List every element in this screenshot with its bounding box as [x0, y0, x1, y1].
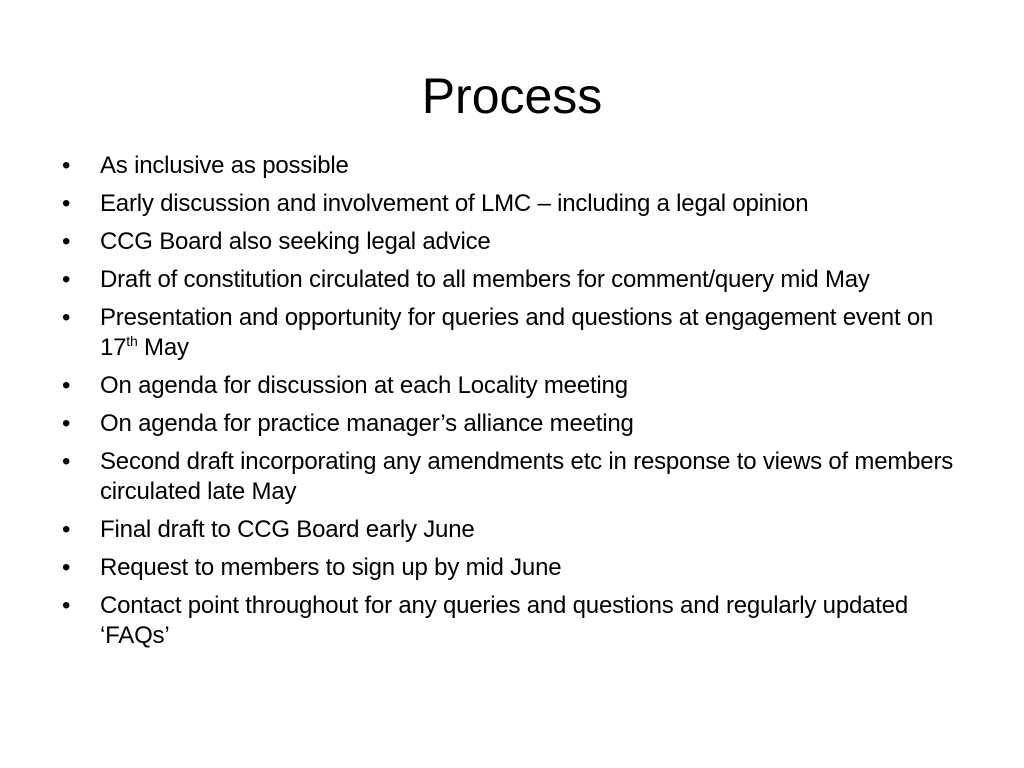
bullet-text: Early discussion and involvement of LMC – including a legal opinion [100, 190, 809, 217]
bullet-icon: • [62, 410, 71, 437]
bullet-item [62, 515, 972, 545]
bullet-text: Presentation and opportunity for queries and questions at engagement event on 17 [100, 304, 934, 361]
bullet-text: On agenda for practice manager’s alliance meeting [100, 410, 634, 437]
bullet-item [62, 447, 972, 507]
bullet-item [62, 303, 972, 363]
bullet-item [62, 409, 972, 439]
bullet-text: Request to members to sign up by mid June [100, 554, 562, 581]
bullet-text: CCG Board also seeking legal advice [100, 228, 491, 255]
bullet-icon: • [62, 372, 71, 399]
bullet-icon: • [62, 516, 71, 543]
bullet-icon: • [62, 152, 71, 179]
slide-title: Process [421, 68, 603, 124]
bullet-icon: • [62, 592, 71, 619]
bullet-item [62, 553, 972, 583]
bullet-item [62, 591, 972, 651]
bullet-item [62, 265, 972, 295]
bullet-icon: • [62, 190, 71, 217]
bullet-item [62, 189, 972, 219]
bullet-item [62, 151, 972, 181]
bullet-item [62, 227, 972, 257]
bullet-text: On agenda for discussion at each Locality meeting [100, 372, 628, 399]
bullet-icon: • [62, 266, 71, 293]
bullet-text-continued: May [137, 334, 189, 361]
bullet-icon: • [62, 304, 71, 331]
bullet-icon: • [62, 554, 71, 581]
bullet-list [62, 151, 972, 659]
bullet-text: Second draft incorporating any amendments etc in response to views of members circulated late May [100, 448, 954, 505]
bullet-icon: • [62, 228, 71, 255]
bullet-item [62, 371, 972, 401]
bullet-text: Draft of constitution circulated to all members for comment/query mid May [100, 266, 870, 293]
superscript-ordinal: th [126, 333, 138, 349]
bullet-text: As inclusive as possible [100, 152, 349, 179]
bullet-icon: • [62, 448, 71, 475]
bullet-text: Contact point throughout for any queries and questions and regularly updated ‘FAQs’ [100, 592, 909, 649]
bullet-text: Final draft to CCG Board early June [100, 516, 475, 543]
